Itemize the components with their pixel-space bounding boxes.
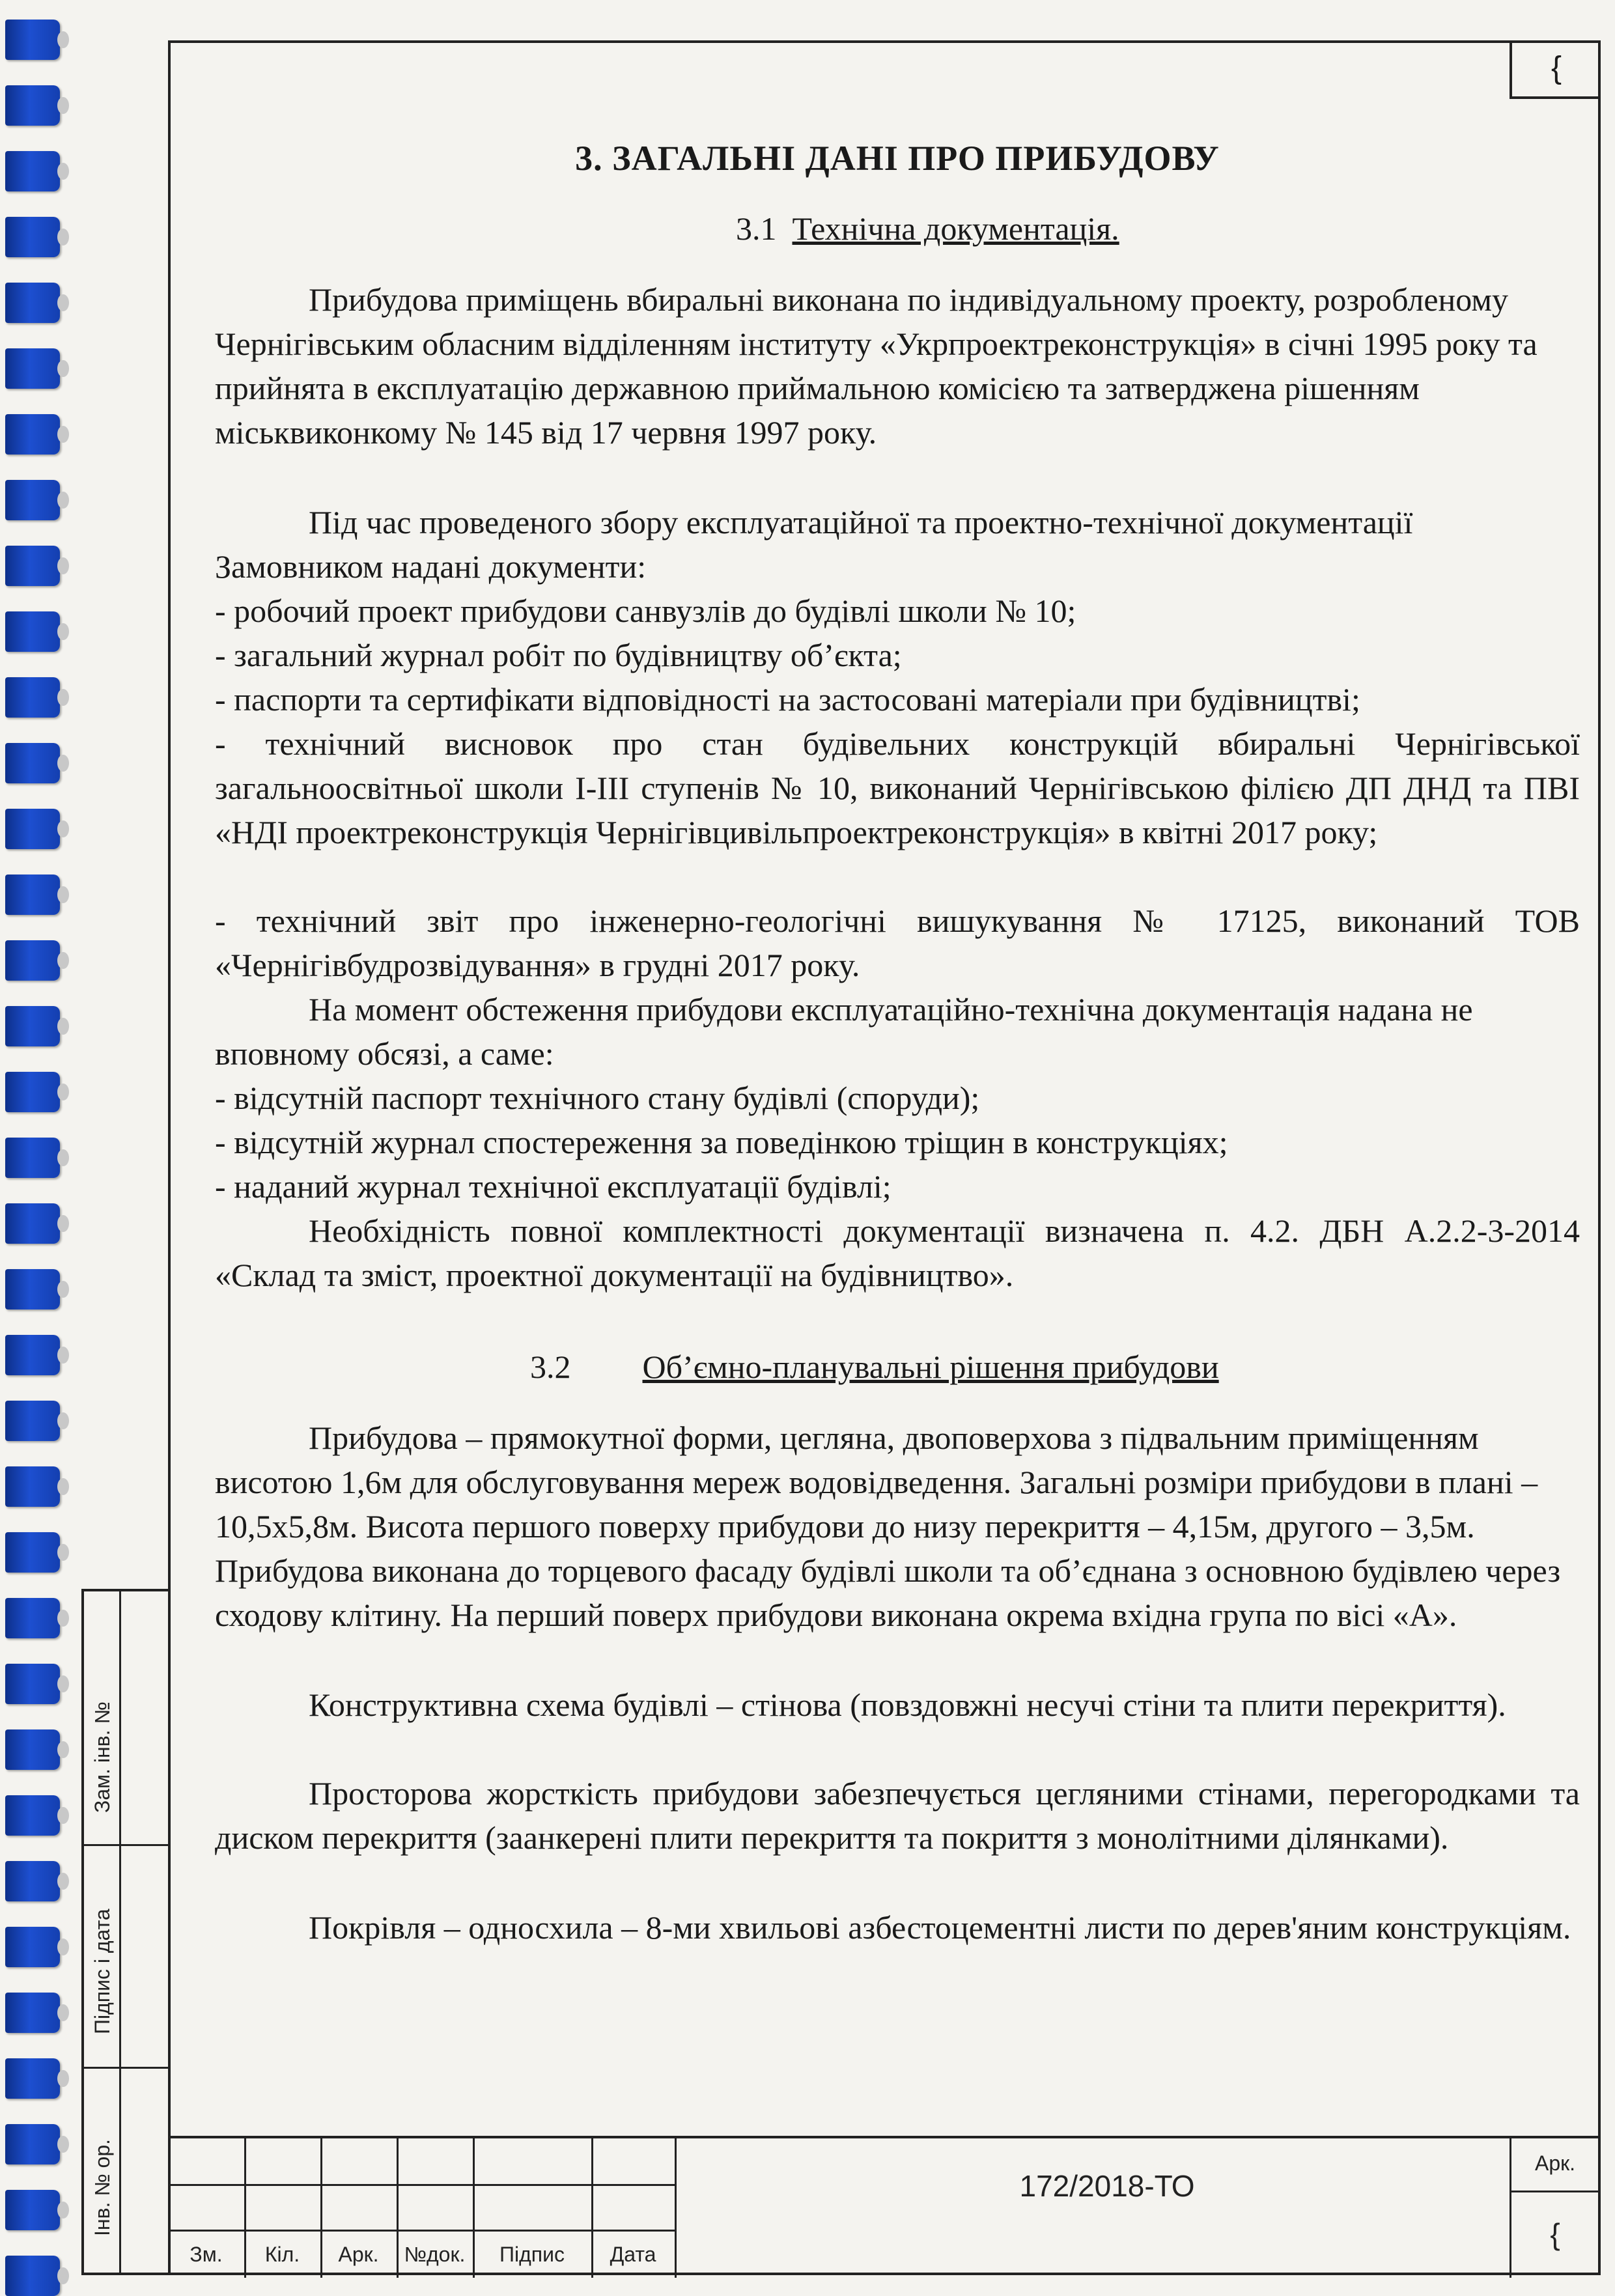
title-col-pidpys: Підпис: [499, 2243, 565, 2266]
binding-ring: [5, 1598, 60, 1638]
sheet-number: {: [1550, 2217, 1560, 2251]
binding-ring: [5, 151, 60, 191]
title-col-ark: Арк.: [338, 2243, 379, 2266]
section-number: 3.1: [736, 210, 777, 247]
binding-ring: [5, 1138, 60, 1178]
list-item: - технічний висновок про стан будівельних конструкцій вбиральні Чернігівської загальноосвітньої школи І-ІІІ ступенів № 10, виконаний Чернігівською філією ДП ДНД та ПВІ «НДІ проектреконструкція Чернігівцивільпроектреконструкція» в квітні 2017 року;: [215, 725, 1580, 850]
binding-ring: [5, 1006, 60, 1046]
side-label-pidpys-data: Підпис і дата: [91, 1909, 114, 2034]
section-3-1-heading: [736, 210, 1119, 247]
binding-ring: [5, 1729, 60, 1770]
binding-ring: [5, 940, 60, 981]
binding-ring: [5, 546, 60, 586]
side-label-zam-inv: Зам. інв. №: [91, 1701, 114, 1813]
title-col-zm: Зм.: [190, 2243, 223, 2266]
binding-ring: [5, 2256, 60, 2296]
title-col-ndok: №док.: [404, 2243, 466, 2266]
section-title: Технічна документація.: [792, 210, 1119, 247]
list-item: - відсутній журнал спостереження за поведінкою тріщин в конструкціях;: [215, 1124, 1228, 1160]
paragraph: Необхідність повної комплектності документації визначена п. 4.2. ДБН А.2.2-3-2014 «Склад та зміст, проектної документації на будівництво».: [215, 1212, 1580, 1293]
page-heading: 3. ЗАГАЛЬНІ ДАНІ ПРО ПРИБУДОВУ: [575, 139, 1220, 178]
paragraph: Покрівля – односхила – 8-ми хвильові азбестоцементні листи по дерев'яним конструкціям.: [309, 1909, 1571, 1946]
spiral-binding: [0, 0, 72, 2284]
binding-ring: [5, 1795, 60, 1836]
list-item: - відсутній паспорт технічного стану будівлі (споруди);: [215, 1080, 980, 1116]
binding-ring: [5, 2190, 60, 2230]
list-item: - робочий проект прибудови санвузлів до будівлі школи № 10;: [215, 593, 1076, 629]
list-item: - загальний журнал робіт по будівництву об’єкта;: [215, 637, 902, 673]
binding-ring: [5, 1072, 60, 1112]
sheet-corner-box: {: [1510, 40, 1601, 99]
paragraph: Конструктивна схема будівлі – стінова (повздовжні несучі стіни та плити перекриття).: [309, 1687, 1506, 1723]
list-item: - технічний звіт про інженерно-геологічні вишукування № 17125, виконаний ТОВ «Чернігівбудрозвідування» в грудні 2017 року.: [215, 903, 1580, 983]
binding-ring: [5, 1466, 60, 1507]
binding-ring: [5, 1401, 60, 1441]
binding-ring: [5, 677, 60, 718]
paragraph: Прибудова приміщень вбиральні виконана по індивідуальному проекту, розробленому Чернігівським обласним відділенням інституту «Укрпроектреконструкція» в січні 1995 року та прийнята в експлуатацію державною приймальною комісією та затверджена рішенням міськвиконкому № 145 від 17 червня 1997 року.: [215, 281, 1538, 451]
binding-ring: [5, 480, 60, 520]
paragraph: Під час проведеного збору експлуатаційної та проектно-технічної документації Замовником надані документи:: [215, 504, 1413, 585]
title-block: [168, 2136, 1601, 2275]
binding-ring: [5, 1861, 60, 1901]
binding-ring: [5, 743, 60, 783]
binding-ring: [5, 20, 60, 60]
binding-ring: [5, 1203, 60, 1244]
paragraph: Прибудова – прямокутної форми, цегляна, двоповерхова з підвальним приміщенням висотою 1,6м для обслуговування мереж водовідведення. Загальні розміри прибудови в плані – 10,5х5,8м. Висота першого поверху прибудови до низу перекриття – 4,15м, другого – 3,5м. Прибудова виконана до торцевого фасаду будівлі школи та об’єднана з основною будівлею через сходову клітину. На перший поверх прибудови виконана окрема вхідна група по вісі «А».: [215, 1420, 1561, 1633]
side-label-inv-or: Інв. № ор.: [91, 2138, 114, 2236]
binding-ring: [5, 414, 60, 455]
binding-ring: [5, 1927, 60, 1967]
binding-ring: [5, 611, 60, 652]
section-title: Об’ємно-планувальні рішення прибудови: [642, 1349, 1219, 1385]
section-3-2-heading: [530, 1348, 1219, 1386]
section-number: 3.2: [530, 1349, 571, 1385]
sheet-label: Арк.: [1534, 2151, 1576, 2175]
binding-ring: [5, 85, 60, 126]
document-code: 172/2018-ТО: [1019, 2169, 1195, 2203]
paragraph: Просторова жорсткість прибудови забезпечується цегляними стінами, перегородками та диском перекриття (заанкерені плити перекриття та покриття з монолітними ділянками).: [215, 1775, 1580, 1856]
binding-ring: [5, 1664, 60, 1704]
binding-ring: [5, 348, 60, 389]
binding-ring: [5, 1269, 60, 1309]
list-item: - паспорти та сертифікати відповідності на застосовані матеріали при будівництві;: [215, 681, 1360, 718]
binding-ring: [5, 1993, 60, 2033]
binding-ring: [5, 875, 60, 915]
binding-ring: [5, 1532, 60, 1573]
binding-ring: [5, 2124, 60, 2164]
title-col-kil: Кіл.: [264, 2243, 300, 2266]
side-stamp: [81, 1589, 168, 2275]
paragraph: На момент обстеження прибудови експлуатаційно-технічна документація надана не вповному обсязі, а саме:: [215, 991, 1473, 1072]
binding-ring: [5, 1335, 60, 1375]
binding-ring: [5, 809, 60, 849]
binding-ring: [5, 217, 60, 257]
binding-ring: [5, 283, 60, 323]
title-col-data: Дата: [610, 2243, 656, 2266]
list-item: - наданий журнал технічної експлуатації будівлі;: [215, 1168, 892, 1205]
binding-ring: [5, 2058, 60, 2099]
